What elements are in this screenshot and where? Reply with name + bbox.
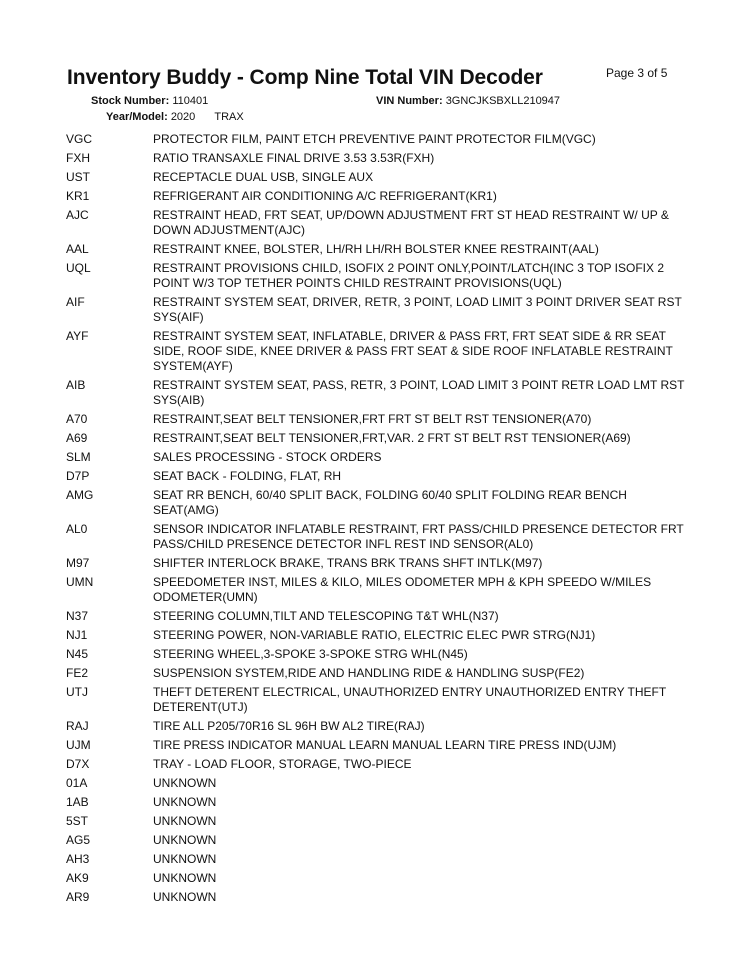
option-code: KR1 <box>66 189 90 203</box>
option-code: FXH <box>66 151 90 165</box>
option-description: THEFT DETERENT ELECTRICAL, UNAUTHORIZED ENTRY UNAUTHORIZED ENTRY THEFT DETERENT(UTJ) <box>153 685 666 714</box>
option-code: AR9 <box>66 890 90 904</box>
stock-number-value: 110401 <box>172 95 209 107</box>
option-row <box>66 685 686 715</box>
option-description: RESTRAINT SYSTEM SEAT, DRIVER, RETR, 3 POINT, LOAD LIMIT 3 POINT DRIVER SEAT RST SYS(AIF) <box>153 295 682 324</box>
option-code: UMN <box>66 575 94 589</box>
option-row <box>66 871 686 886</box>
option-code: AL0 <box>66 522 88 536</box>
option-code: D7P <box>66 469 90 483</box>
option-row <box>66 666 686 681</box>
vin-number-field <box>376 95 560 107</box>
option-code: AH3 <box>66 852 90 866</box>
option-row <box>66 647 686 662</box>
option-description: SEAT RR BENCH, 60/40 SPLIT BACK, FOLDING 60/40 SPLIT FOLDING REAR BENCH SEAT(AMG) <box>153 488 627 517</box>
vin-number-label: VIN Number: <box>376 95 443 107</box>
option-code: 1AB <box>66 795 89 809</box>
option-description: UNKNOWN <box>153 795 217 809</box>
option-code: 01A <box>66 776 88 790</box>
option-description: RATIO TRANSAXLE FINAL DRIVE 3.53 3.53R(FXH) <box>153 151 435 165</box>
option-description: STEERING POWER, NON-VARIABLE RATIO, ELECTRIC ELEC PWR STRG(NJ1) <box>153 628 596 642</box>
option-row <box>66 757 686 772</box>
option-description: UNKNOWN <box>153 776 217 790</box>
option-row <box>66 132 686 147</box>
option-row <box>66 609 686 624</box>
option-row <box>66 852 686 867</box>
option-description: TIRE PRESS INDICATOR MANUAL LEARN MANUAL LEARN TIRE PRESS IND(UJM) <box>153 738 617 752</box>
option-row <box>66 795 686 810</box>
option-row <box>66 189 686 204</box>
option-description: PROTECTOR FILM, PAINT ETCH PREVENTIVE PAINT PROTECTOR FILM(VGC) <box>153 132 596 146</box>
option-row <box>66 295 686 325</box>
option-description: SEAT BACK - FOLDING, FLAT, RH <box>153 469 342 483</box>
option-code: AAL <box>66 242 89 256</box>
option-description: RESTRAINT,SEAT BELT TENSIONER,FRT FRT ST BELT RST TENSIONER(A70) <box>153 412 592 426</box>
option-description: RECEPTACLE DUAL USB, SINGLE AUX <box>153 170 374 184</box>
option-code: N45 <box>66 647 89 661</box>
option-code: AK9 <box>66 871 89 885</box>
option-row <box>66 738 686 753</box>
option-row <box>66 719 686 734</box>
model-value: TRAX <box>214 111 244 123</box>
option-description: TRAY - LOAD FLOOR, STORAGE, TWO-PIECE <box>153 757 412 771</box>
option-description: RESTRAINT PROVISIONS CHILD, ISOFIX 2 POINT ONLY,POINT/LATCH(INC 3 TOP ISOFIX 2 POINT W/3 TOP TETHER POINTS CHILD RESTRAINT PROVISIONS(UQL) <box>153 261 665 290</box>
option-code: NJ1 <box>66 628 88 642</box>
page-number: Page 3 of 5 <box>606 66 668 80</box>
option-code: AIB <box>66 378 86 392</box>
option-code: VGC <box>66 132 93 146</box>
option-code-list <box>66 132 686 909</box>
option-row <box>66 242 686 257</box>
option-description: SHIFTER INTERLOCK BRAKE, TRANS BRK TRANS SHFT INTLK(M97) <box>153 556 543 570</box>
option-description: REFRIGERANT AIR CONDITIONING A/C REFRIGERANT(KR1) <box>153 189 497 203</box>
stock-number-label: Stock Number: <box>91 95 170 107</box>
option-row <box>66 170 686 185</box>
option-row <box>66 556 686 571</box>
option-description: SALES PROCESSING - STOCK ORDERS <box>153 450 382 464</box>
option-code: UJM <box>66 738 91 752</box>
year-model-field <box>106 111 244 123</box>
option-row <box>66 833 686 848</box>
option-code: AG5 <box>66 833 91 847</box>
option-description: RESTRAINT KNEE, BOLSTER, LH/RH LH/RH BOLSTER KNEE RESTRAINT(AAL) <box>153 242 599 256</box>
option-row <box>66 469 686 484</box>
option-code: UTJ <box>66 685 88 699</box>
page-title: Inventory Buddy - Comp Nine Total VIN Decoder <box>67 66 543 89</box>
option-row <box>66 378 686 408</box>
option-description: UNKNOWN <box>153 890 217 904</box>
year-value: 2020 <box>170 111 196 123</box>
option-description: UNKNOWN <box>153 814 217 828</box>
option-code: RAJ <box>66 719 89 733</box>
stock-number-field <box>91 95 208 107</box>
option-code: AIF <box>66 295 85 309</box>
option-code: UQL <box>66 261 91 275</box>
option-description: UNKNOWN <box>153 871 217 885</box>
option-code: 5ST <box>66 814 89 828</box>
option-code: M97 <box>66 556 90 570</box>
option-row <box>66 575 686 605</box>
option-code: AMG <box>66 488 94 502</box>
option-code: FE2 <box>66 666 89 680</box>
option-row <box>66 329 686 374</box>
option-description: UNKNOWN <box>153 852 217 866</box>
option-row <box>66 522 686 552</box>
option-description: RESTRAINT SYSTEM SEAT, INFLATABLE, DRIVER & PASS FRT, FRT SEAT SIDE & RR SEAT SIDE, ROOF SIDE, KNEE DRIVER & PASS FRT SEAT & SIDE ROOF INFLATABLE RESTRAINT SYSTEM(AYF) <box>153 329 673 373</box>
option-row <box>66 450 686 465</box>
option-description: SENSOR INDICATOR INFLATABLE RESTRAINT, FRT PASS/CHILD PRESENCE DETECTOR FRT PASS/CHILD PRESENCE DETECTOR INFL REST IND SENSOR(AL0) <box>153 522 684 551</box>
option-code: AJC <box>66 208 89 222</box>
option-row <box>66 776 686 791</box>
option-row <box>66 261 686 291</box>
option-description: STEERING WHEEL,3-SPOKE 3-SPOKE STRG WHL(N45) <box>153 647 468 661</box>
option-code: A69 <box>66 431 88 445</box>
option-description: SUSPENSION SYSTEM,RIDE AND HANDLING RIDE & HANDLING SUSP(FE2) <box>153 666 585 680</box>
vin-number-value: 3GNCJKSBXLL210947 <box>445 95 561 107</box>
option-code: N37 <box>66 609 89 623</box>
option-row <box>66 412 686 427</box>
option-row <box>66 628 686 643</box>
option-row <box>66 151 686 166</box>
option-description: RESTRAINT HEAD, FRT SEAT, UP/DOWN ADJUSTMENT FRT ST HEAD RESTRAINT W/ UP & DOWN ADJUSTMENT(AJC) <box>153 208 669 237</box>
option-description: TIRE ALL P205/70R16 SL 96H BW AL2 TIRE(RAJ) <box>153 719 425 733</box>
option-description: STEERING COLUMN,TILT AND TELESCOPING T&T WHL(N37) <box>153 609 499 623</box>
option-description: SPEEDOMETER INST, MILES & KILO, MILES ODOMETER MPH & KPH SPEEDO W/MILES ODOMETER(UMN) <box>153 575 652 604</box>
option-row <box>66 488 686 518</box>
option-code: AYF <box>66 329 89 343</box>
option-row <box>66 890 686 905</box>
option-row <box>66 814 686 829</box>
option-description: UNKNOWN <box>153 833 217 847</box>
option-row <box>66 208 686 238</box>
option-row <box>66 431 686 446</box>
year-model-label: Year/Model: <box>106 111 168 123</box>
option-description: RESTRAINT SYSTEM SEAT, PASS, RETR, 3 POINT, LOAD LIMIT 3 POINT RETR LOAD LMT RST SYS(AIB) <box>153 378 685 407</box>
option-code: UST <box>66 170 90 184</box>
option-code: A70 <box>66 412 88 426</box>
option-description: RESTRAINT,SEAT BELT TENSIONER,FRT,VAR. 2 FRT ST BELT RST TENSIONER(A69) <box>153 431 631 445</box>
option-code: D7X <box>66 757 90 771</box>
option-code: SLM <box>66 450 91 464</box>
